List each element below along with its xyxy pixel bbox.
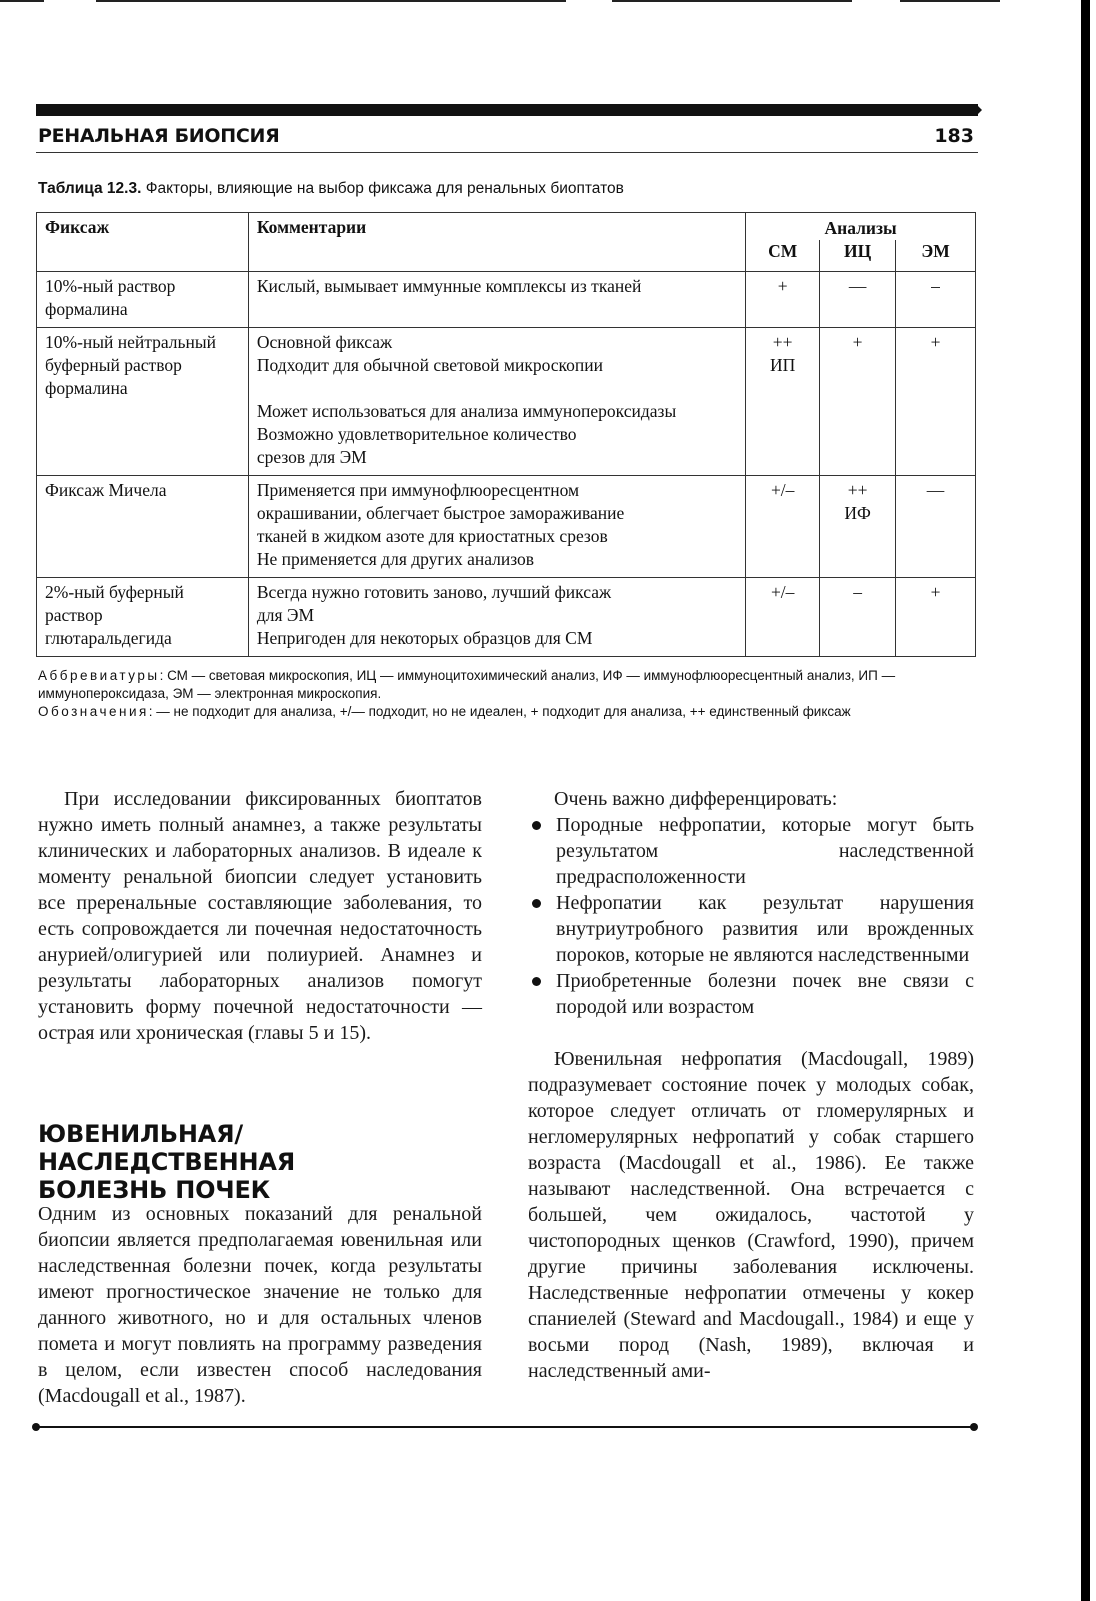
sm-cell xyxy=(746,272,820,328)
cell-line: — xyxy=(926,480,945,500)
cell-line: + xyxy=(930,582,941,602)
list-item: Приобретенные болезни почек вне связи с породой или возрастом xyxy=(528,968,974,1020)
header-sm: СМ xyxy=(746,240,820,272)
cell-line: — xyxy=(848,276,867,296)
abbreviations-text: : СМ — световая микроскопия, ИЦ — иммуноцитохимический анализ, ИФ — иммунофлюоресцентный анализ, ИП — иммунопероксидаза, ЭМ — электронная микроскопия. xyxy=(38,668,896,701)
cell-line: раствор xyxy=(45,605,103,625)
sm-cell xyxy=(746,476,820,578)
running-title: РЕНАЛЬНАЯ БИОПСИЯ xyxy=(38,125,280,147)
cell-line: ИП xyxy=(770,355,796,375)
table-notes xyxy=(38,667,978,721)
legend-note xyxy=(38,703,978,721)
page-number: 183 xyxy=(934,125,974,147)
comments-cell xyxy=(248,272,745,328)
scan-edge-line xyxy=(612,0,852,2)
header-em: ЭМ xyxy=(896,240,976,272)
footer-rule-dot xyxy=(970,1423,978,1431)
section-heading xyxy=(38,1120,482,1204)
cell-line: Подходит для обычной световой микроскопии xyxy=(256,355,603,375)
cell-line: окрашивании, облегчает быстрое замораживание xyxy=(256,503,625,523)
table-row xyxy=(37,272,976,328)
header-comments: Комментарии xyxy=(248,213,745,272)
sm-cell xyxy=(746,578,820,657)
cell-line xyxy=(257,377,737,400)
cell-line: – xyxy=(853,582,862,602)
sm-cell xyxy=(746,328,820,476)
comments-cell xyxy=(248,328,745,476)
fixative-cell xyxy=(37,328,249,476)
cell-line: Непригоден для некоторых образцов для СМ xyxy=(256,628,593,648)
cell-line: + xyxy=(852,332,863,352)
cell-line: Возможно удовлетворительное количество xyxy=(256,424,577,444)
abbreviations-note xyxy=(38,667,978,703)
header-fixative: Фиксаж xyxy=(37,213,249,272)
table-header-row xyxy=(37,213,976,241)
header-rule xyxy=(36,152,978,153)
cell-line: Не применяется для других анализов xyxy=(256,549,535,569)
table-caption-text: Факторы, влияющие на выбор фиксажа для ренальных биоптатов xyxy=(141,180,624,197)
cell-line: + xyxy=(777,276,788,296)
cell-line: +/– xyxy=(770,582,795,602)
fixative-cell xyxy=(37,476,249,578)
header-analyses-label: Анализы xyxy=(824,218,897,238)
table-caption xyxy=(38,180,624,198)
section-heading-line: БОЛЕЗНЬ ПОЧЕК xyxy=(38,1176,271,1204)
comments-cell xyxy=(248,476,745,578)
left-column-top xyxy=(38,786,482,1046)
paragraph-juvenile: Ювенильная нефропатия (Macdougall, 1989) подразумевает состояние почек у молодых собак, которое следует отличать от гломерулярных и негломерулярных нефропатий у собак старшего возраста (Macdougall et al., 1986). Ее также называют наследственной. Она встречается с большей, чем ожидалось, частотой у чистопородных щенков (Crawford, 1990), причем другие причины заболевания исключены. Наследственные нефропатии отмечены у кокер спаниелей (Steward and Macdougall., 1984) и еще у восьми пород (Nash, 1989), включая и наследственный ами- xyxy=(528,1048,974,1382)
cell-line: + xyxy=(930,332,941,352)
cell-line: 2%-ный буферный xyxy=(45,582,184,602)
scan-edge-border xyxy=(1081,0,1090,1601)
footer-rule xyxy=(36,1426,976,1428)
cell-line: +/– xyxy=(770,480,795,500)
scan-edge-line xyxy=(96,0,566,2)
em-cell xyxy=(896,476,976,578)
cell-line: 10%-ный раствор xyxy=(45,276,176,296)
legend-label: Обозначения xyxy=(38,704,149,719)
list-item: Нефропатии как результат нарушения внутриутробного развития или врожденных пороков, которые не являются наследственными xyxy=(528,890,974,968)
legend-text: : — не подходит для анализа, +/— подходит, но не идеален, + подходит для анализа, ++ единственный фиксаж xyxy=(148,704,851,719)
em-cell xyxy=(896,272,976,328)
table-row xyxy=(37,328,976,476)
comments-cell xyxy=(248,578,745,657)
cell-line: для ЭМ xyxy=(256,605,315,625)
scan-edge-line xyxy=(0,0,44,2)
cell-line: 10%-ный нейтральный xyxy=(45,332,217,352)
cell-line: тканей в жидком азоте для криостатных срезов xyxy=(256,526,608,546)
differentiate-intro: Очень важно дифференцировать: xyxy=(554,788,838,810)
paragraph-indications: Одним из основных показаний для ренальной биопсии является предполагаемая ювенильная или наследственная болезни почек, когда результаты имеют прогностическое значение не только для данного животного, но и для остальных членов помета и могут повлиять на программу разведения в целом, если известен способ наследования (Macdougall et al., 1987). xyxy=(38,1203,482,1407)
table-body xyxy=(37,272,976,657)
cell-line: Фиксаж Мичела xyxy=(45,480,167,500)
cell-line: – xyxy=(931,276,940,296)
cell-line: Может использоваться для анализа иммунопероксидазы xyxy=(256,401,677,421)
cell-line: ++ xyxy=(847,480,868,500)
table-row xyxy=(37,578,976,657)
ic-cell xyxy=(820,578,896,657)
cell-line: Применяется при иммунофлюоресцентном xyxy=(256,480,580,500)
cell-line: буферный раствор xyxy=(45,355,182,375)
header-bar xyxy=(36,104,978,116)
differentiation-list xyxy=(528,812,974,1020)
scan-edge-line xyxy=(900,0,1000,2)
right-column xyxy=(528,786,974,1384)
cell-line: глютаральдегида xyxy=(45,628,172,648)
fixatives-table xyxy=(36,212,976,657)
paragraph-anamnesis: При исследовании фиксированных биоптатов нужно иметь полный анамнез, а также результаты клинических и лабораторных анализов. В идеале к моменту ренальной биопсии следует установить все преренальные составляющие заболевания, то есть сопровождается ли почечная недостаточность анурией/олигурией или полиурией. Анамнез и результаты лабораторных анализов помогут установить форму почечной недостаточности — острая или хроническая (главы 5 и 15). xyxy=(38,788,482,1044)
cell-line: формалина xyxy=(45,378,128,398)
table-caption-label: Таблица 12.3. xyxy=(38,180,142,197)
footer-rule-dot xyxy=(32,1423,40,1431)
list-item: Породные нефропатии, которые могут быть результатом наследственной предрасположенности xyxy=(528,812,974,890)
cell-line: ++ xyxy=(772,332,793,352)
cell-line: Основной фиксаж xyxy=(256,332,393,352)
em-cell xyxy=(896,578,976,657)
ic-cell xyxy=(820,476,896,578)
fixative-cell xyxy=(37,578,249,657)
section-heading-line: ЮВЕНИЛЬНАЯ/НАСЛЕДСТВЕННАЯ xyxy=(38,1120,296,1176)
cell-line: Кислый, вымывает иммунные комплексы из тканей xyxy=(256,276,642,296)
ic-cell xyxy=(820,272,896,328)
em-cell xyxy=(896,328,976,476)
cell-line: срезов для ЭМ xyxy=(256,447,367,467)
fixative-cell xyxy=(37,272,249,328)
left-column-bottom xyxy=(38,1201,482,1409)
table-row xyxy=(37,476,976,578)
abbreviations-label: Аббревиатуры xyxy=(38,668,160,683)
header-ic: ИЦ xyxy=(820,240,896,272)
ic-cell xyxy=(820,328,896,476)
cell-line: Всегда нужно готовить заново, лучший фиксаж xyxy=(256,582,612,602)
cell-line: формалина xyxy=(45,299,128,319)
header-analyses xyxy=(746,213,976,241)
cell-line: ИФ xyxy=(844,503,871,523)
